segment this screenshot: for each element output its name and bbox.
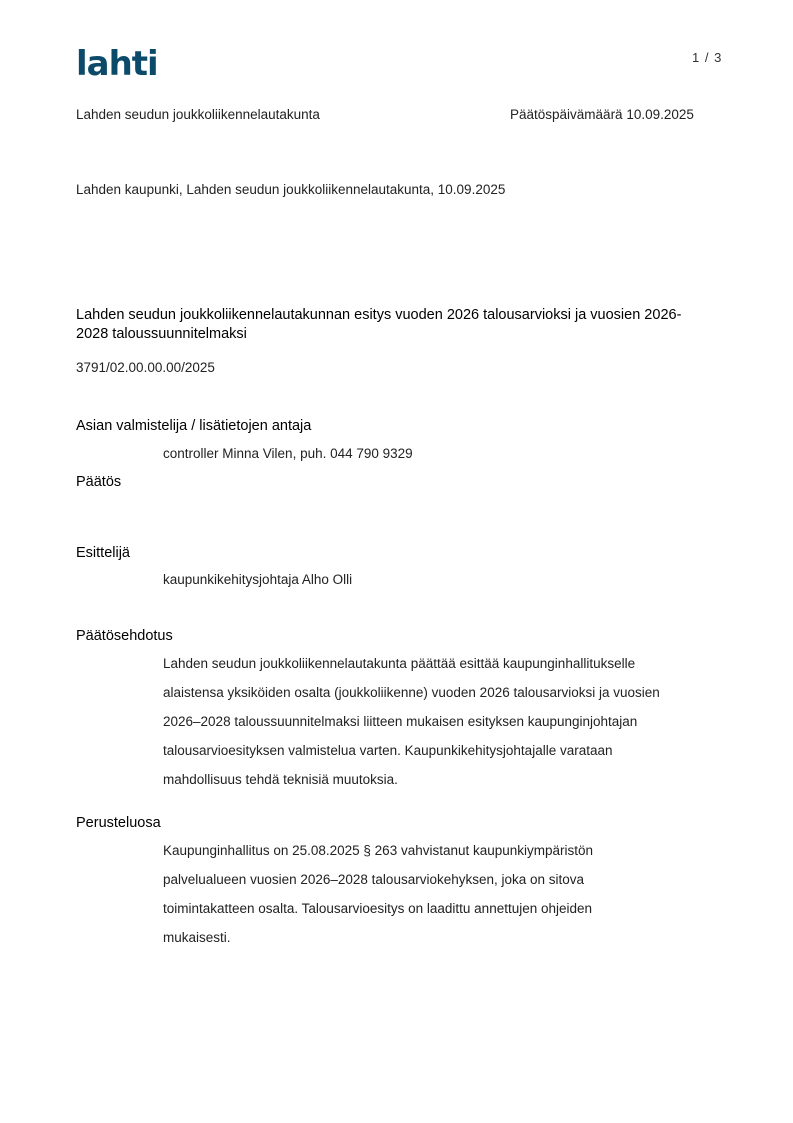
proposal-line: Lahden seudun joukkoliikennelautakunta päättää esittää kaupunginhallitukselle [163,656,636,671]
presenter-name: kaupunkikehitysjohtaja Alho Olli [163,572,353,587]
reasoning-line: mukaisesti. [163,930,231,945]
reasoning-heading: Perusteluosa [76,815,161,831]
proposal-line: 2026–2028 taloussuunnitelmaksi liitteen mukaisen esityksen kaupunginjohtajan [163,714,638,729]
reasoning-line: palvelualueen vuosien 2026–2028 talousarviokehyksen, joka on sitova [163,872,585,887]
proposal-line: talousarvioesityksen valmistelua varten. Kaupunkikehitysjohtajalle varataan [163,743,613,758]
committee-name: Lahden seudun joukkoliikennelautakunta [76,107,320,122]
proposal-paragraph [163,649,723,794]
proposal-heading: Päätösehdotus [76,628,173,644]
reasoning-line: toimintakatteen osalta. Talousarvioesitys on laadittu annettujen ohjeiden [163,901,593,916]
preparer-heading: Asian valmistelija / lisätietojen antaja [76,418,312,434]
preparer-contact: controller Minna Vilen, puh. 044 790 9329 [163,446,413,461]
proposal-line: mahdollisuus tehdä teknisiä muutoksia. [163,772,398,787]
decision-date: Päätöspäivämäärä 10.09.2025 [510,107,694,122]
document-origin-line: Lahden kaupunki, Lahden seudun joukkoliikennelautakunta, 10.09.2025 [76,182,506,197]
reasoning-paragraph [163,836,723,952]
document-title: Lahden seudun joukkoliikennelautakunnan esitys vuoden 2026 talousarvioksi ja vuosien 2026-2028 taloussuunnitelmaksi [76,307,682,342]
decision-heading: Päätös [76,474,122,490]
reasoning-line: Kaupunginhallitus on 25.08.2025 § 263 vahvistanut kaupunkiympäristön [163,843,594,858]
page-number: 1 / 3 [692,50,723,65]
diary-number: 3791/02.00.00.00/2025 [76,360,215,375]
proposal-line: alaistensa yksiköiden osalta (joukkoliikenne) vuoden 2026 talousarvioksi ja vuosien [163,685,660,700]
lahti-logo: lahti [76,44,158,84]
presenter-heading: Esittelijä [76,545,130,561]
